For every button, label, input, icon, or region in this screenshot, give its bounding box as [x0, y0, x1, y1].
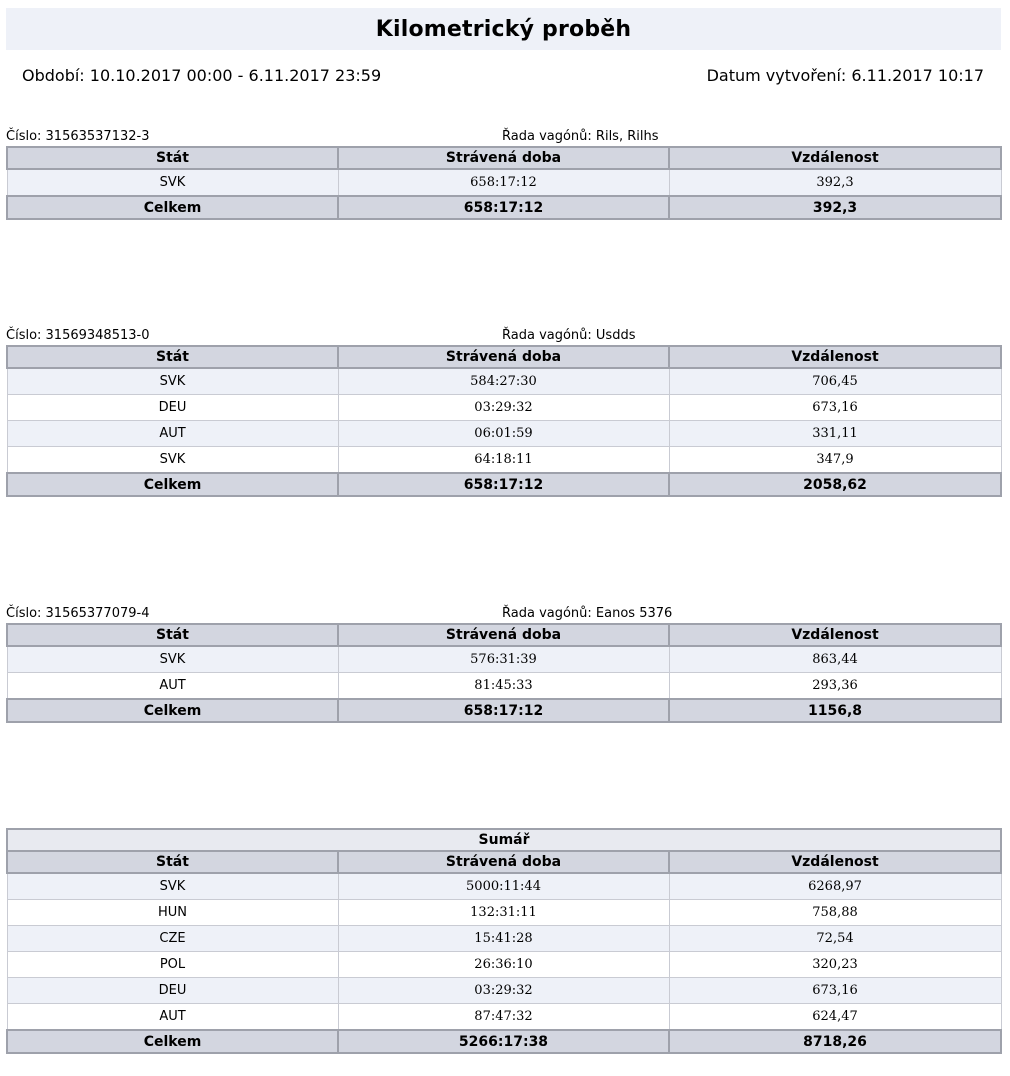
table-row — [7, 646, 1001, 673]
row-state: POL — [7, 952, 338, 978]
header-time: Strávená doba — [338, 346, 669, 368]
total-distance: 2058,62 — [669, 473, 1001, 496]
row-distance: 320,23 — [669, 952, 1001, 978]
total-row — [7, 699, 1001, 722]
wagon-number: Číslo: 31569348513-0 — [6, 328, 150, 343]
table-row — [7, 926, 1001, 952]
row-state: SVK — [7, 169, 338, 196]
row-distance: 706,45 — [669, 368, 1001, 395]
row-time: 81:45:33 — [338, 673, 669, 700]
wagon-number: Číslo: 31565377079-4 — [6, 606, 150, 621]
table-row — [7, 447, 1001, 474]
summary-table — [6, 828, 1002, 1054]
row-state: SVK — [7, 873, 338, 900]
row-distance: 624,47 — [669, 1004, 1001, 1031]
row-distance: 72,54 — [669, 926, 1001, 952]
table-row — [7, 952, 1001, 978]
row-time: 658:17:12 — [338, 169, 669, 196]
row-distance: 293,36 — [669, 673, 1001, 700]
total-time: 658:17:12 — [338, 699, 669, 722]
table-row — [7, 368, 1001, 395]
wagon-series: Řada vagónů: Usdds — [502, 328, 636, 343]
row-state: AUT — [7, 673, 338, 700]
header-distance: Vzdálenost — [669, 346, 1001, 368]
total-distance: 1156,8 — [669, 699, 1001, 722]
row-distance: 6268,97 — [669, 873, 1001, 900]
report-title: Kilometrický proběh — [375, 16, 632, 42]
total-label: Celkem — [7, 473, 338, 496]
total-label: Celkem — [7, 1030, 338, 1053]
wagon-series: Řada vagónů: Eanos 5376 — [502, 606, 673, 621]
row-time: 15:41:28 — [338, 926, 669, 952]
table-row — [7, 1004, 1001, 1031]
row-distance: 331,11 — [669, 421, 1001, 447]
header-time: Strávená doba — [338, 851, 669, 873]
wagon-section — [6, 606, 1000, 723]
table-row — [7, 978, 1001, 1004]
total-time: 5266:17:38 — [338, 1030, 669, 1053]
row-time: 03:29:32 — [338, 395, 669, 421]
table-row — [7, 673, 1001, 700]
total-row — [7, 196, 1001, 219]
row-distance: 673,16 — [669, 395, 1001, 421]
wagon-header — [6, 328, 1000, 345]
wagon-series: Řada vagónů: Rils, Rilhs — [502, 129, 659, 144]
header-state: Stát — [7, 147, 338, 169]
wagon-number: Číslo: 31563537132-3 — [6, 129, 150, 144]
wagon-section — [6, 129, 1000, 220]
header-distance: Vzdálenost — [669, 624, 1001, 646]
total-label: Celkem — [7, 699, 338, 722]
total-time: 658:17:12 — [338, 473, 669, 496]
header-distance: Vzdálenost — [669, 147, 1001, 169]
table-row — [7, 395, 1001, 421]
wagon-header — [6, 129, 1000, 146]
row-state: SVK — [7, 368, 338, 395]
total-label: Celkem — [7, 196, 338, 219]
report-created-date: Datum vytvoření: 6.11.2017 10:17 — [706, 66, 984, 85]
total-time: 658:17:12 — [338, 196, 669, 219]
row-time: 5000:11:44 — [338, 873, 669, 900]
row-state: AUT — [7, 1004, 338, 1031]
table-row — [7, 421, 1001, 447]
row-time: 132:31:11 — [338, 900, 669, 926]
row-distance: 863,44 — [669, 646, 1001, 673]
row-time: 584:27:30 — [338, 368, 669, 395]
row-distance: 347,9 — [669, 447, 1001, 474]
row-state: DEU — [7, 978, 338, 1004]
row-time: 26:36:10 — [338, 952, 669, 978]
header-distance: Vzdálenost — [669, 851, 1001, 873]
wagon-table — [6, 146, 1002, 220]
row-state: DEU — [7, 395, 338, 421]
header-state: Stát — [7, 346, 338, 368]
row-time: 03:29:32 — [338, 978, 669, 1004]
wagon-table — [6, 623, 1002, 723]
row-state: SVK — [7, 447, 338, 474]
row-time: 64:18:11 — [338, 447, 669, 474]
row-state: HUN — [7, 900, 338, 926]
wagon-header — [6, 606, 1000, 623]
row-time: 06:01:59 — [338, 421, 669, 447]
row-time: 576:31:39 — [338, 646, 669, 673]
header-state: Stát — [7, 851, 338, 873]
summary-section — [6, 828, 1000, 1054]
report-period: Období: 10.10.2017 00:00 - 6.11.2017 23:59 — [22, 66, 382, 85]
row-state: AUT — [7, 421, 338, 447]
summary-title: Sumář — [7, 829, 1001, 851]
table-row — [7, 873, 1001, 900]
total-row — [7, 473, 1001, 496]
wagon-section — [6, 328, 1000, 497]
header-time: Strávená doba — [338, 147, 669, 169]
row-state: SVK — [7, 646, 338, 673]
summary-total-row — [7, 1030, 1001, 1053]
row-distance: 673,16 — [669, 978, 1001, 1004]
wagon-table — [6, 345, 1002, 497]
row-state: CZE — [7, 926, 338, 952]
table-row — [7, 900, 1001, 926]
table-row — [7, 169, 1001, 196]
header-state: Stát — [7, 624, 338, 646]
total-distance: 8718,26 — [669, 1030, 1001, 1053]
row-time: 87:47:32 — [338, 1004, 669, 1031]
row-distance: 392,3 — [669, 169, 1001, 196]
header-time: Strávená doba — [338, 624, 669, 646]
report-title-bar — [6, 8, 1001, 50]
row-distance: 758,88 — [669, 900, 1001, 926]
total-distance: 392,3 — [669, 196, 1001, 219]
